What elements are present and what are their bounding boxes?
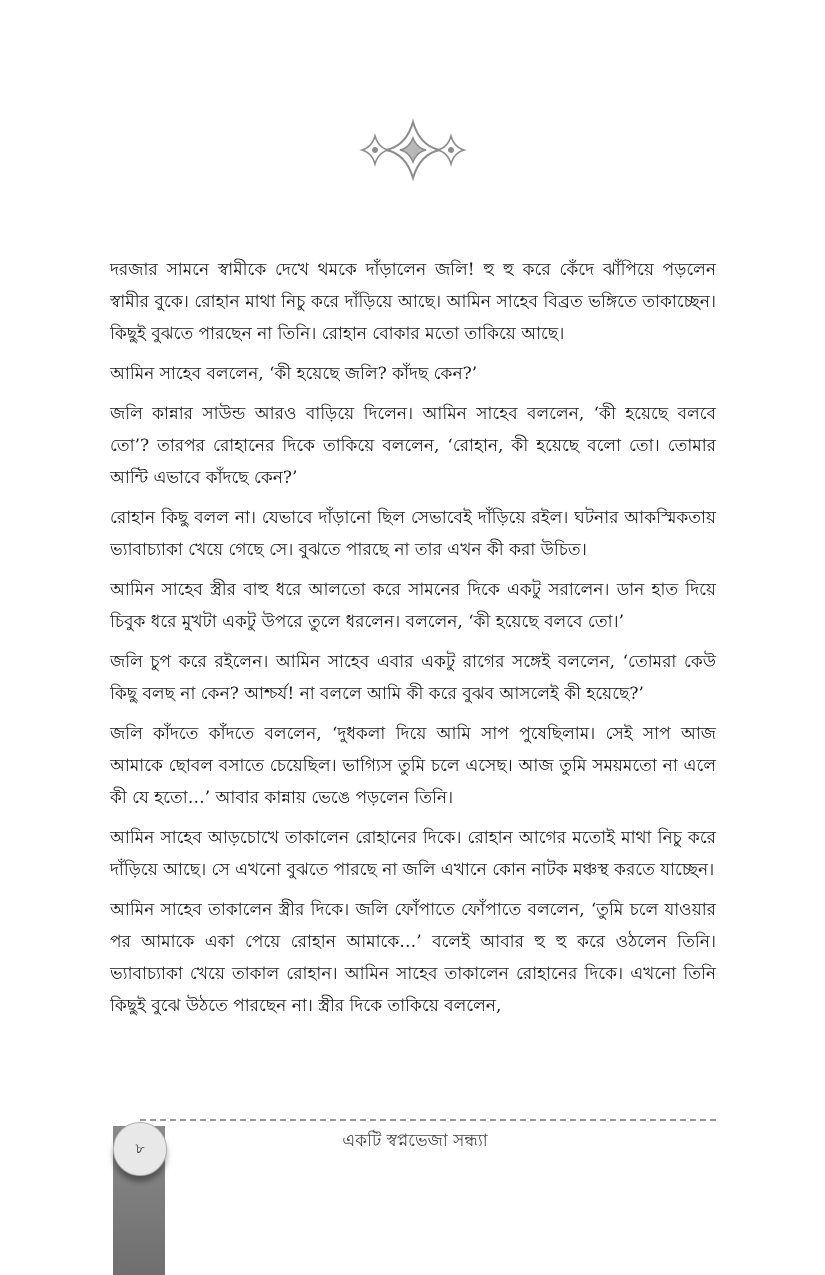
running-title: একটি স্বপ্নভেজা সন্ধ্যা (342, 1131, 488, 1151)
paragraph: আমিন সাহেব বললেন, ‘কী হয়েছে জলি? কাঁদছ কেন?’ (110, 364, 478, 384)
footer-divider (140, 1119, 716, 1121)
diamond-star-ornament-icon (0, 118, 825, 182)
paragraph: রোহান কিছু বলল না। যেভাবে দাঁড়ানো ছিল সেভাবেই দাঁড়িয়ে রইল। ঘটনার আকস্মিকতায় ভ্যাবাচ্যাকা খেয়ে গেছে সে। বুঝতে পারছে না তার এখন কী করা উচিত। (110, 508, 716, 560)
paragraph: আমিন সাহেব তাকালেন স্ত্রীর দিকে। জলি ফোঁপাতে ফোঁপাতে বললেন, ‘তুমি চলে যাওয়ার পর আমাকে একা পেয়ে রোহান আমাকে…’ বলেই আবার হু হু করে ওঠলেন তিনি। ভ্যাবাচ্যাকা খেয়ে তাকাল রোহান। আমিন সাহেব তাকালেন রোহানের দিকে। এখনো তিনি কিছুই বুঝে উঠতে পারছেন না। স্ত্রীর দিকে তাকিয়ে বললেন, (110, 900, 716, 1016)
main-text (110, 254, 716, 1030)
paragraph: জলি কান্নার সাউন্ড আরও বাড়িয়ে দিলেন। আমিন সাহেব বললেন, ‘কী হয়েছে বলবে তো’? তারপর রোহানের দিকে তাকিয়ে বললেন, ‘রোহান, কী হয়েছে বলো তো। তোমার আন্টি এভাবে কাঁদছে কেন?’ (110, 404, 716, 488)
paragraph: আমিন সাহেব আড়চোখে তাকালেন রোহানের দিকে। রোহান আগের মতোই মাথা নিচু করে দাঁড়িয়ে আছে। সে এখনো বুঝতে পারছে না জলি এখানে কোন নাটক মঞ্চস্থ করতে যাচ্ছেন। (110, 828, 716, 880)
paragraph: জলি কাঁদতে কাঁদতে বললেন, ‘দুধকলা দিয়ে আমি সাপ পুষেছিলাম। সেই সাপ আজ আমাকে ছোবল বসাতে চেয়েছিল। ভাগ্যিস তুমি চলে এসেছ। আজ তুমি সময়মতো না এলে কী যে হতো…’ আবার কান্নায় ভেঙে পড়লেন তিনি। (110, 724, 716, 808)
page-number: ৮ (113, 1122, 167, 1176)
paragraph: আমিন সাহেব স্ত্রীর বাহু ধরে আলতো করে সামনের দিকে একটু সরালেন। ডান হাত দিয়ে চিবুক ধরে মুখটা একটু উপরে তুলে ধরলেন। বললেন, ‘কী হয়েছে বলবে তো।’ (110, 580, 716, 632)
paragraph: জলি চুপ করে রইলেন। আমিন সাহেব এবার একটু রাগের সঙ্গেই বললেন, ‘তোমরা কেউ কিছু বলছ না কেন? আশ্চর্য! না বললে আমি কী করে বুঝব আসলেই কী হয়েছে?’ (110, 652, 716, 704)
paragraph: দরজার সামনে স্বামীকে দেখে থমকে দাঁড়ালেন জলি! হু হু করে কেঁদে ঝাঁপিয়ে পড়লেন স্বামীর বুকে। রোহান মাথা নিচু করে দাঁড়িয়ে আছে। আমিন সাহেব বিব্রত ভঙ্গিতে তাকাচ্ছেন। কিছুই বুঝতে পারছেন না তিনি। রোহান বোকার মতো তাকিয়ে আছে। (110, 260, 716, 344)
